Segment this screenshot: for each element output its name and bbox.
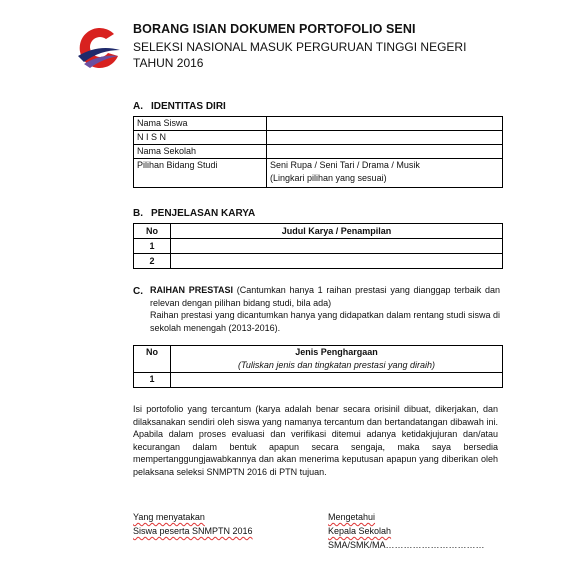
column-header-no: No — [134, 346, 171, 373]
bidang-studi-options: Seni Rupa / Seni Tari / Drama / Musik — [270, 160, 420, 170]
snmptn-logo — [74, 26, 122, 74]
section-c-note: Raihan prestasi yang dicantumkan hanya yang didapatkan dalam rentang studi siswa di sekolah menengah (2013-2016). — [150, 310, 500, 333]
karya-table — [133, 223, 503, 269]
table-row — [134, 373, 503, 388]
signature-principal-role: Kepala Sekolah — [328, 526, 392, 536]
row-number: 2 — [134, 254, 171, 269]
declaration-statement: Isi portofolio yang tercantum (karya adalah benar secara orisinil dibuat, dikerjakan, dan dilaksanakan sendiri oleh siswa yang namanya tercantum dan bertandatangan dibawah ini. Apabila dalam proses evaluasi dan verifikasi ditemui adanya ketidakjujuran dan/atau kecurangan dalam bentuk apapun secara sengaja, maka saya bersedia mempertanggungjawabkannya dan akan menerima keputusan apapun yang diberikan oleh pelaksana seleksi SNMPTN 2016 di PTN tujuan. — [133, 404, 498, 477]
nisn-field[interactable] — [267, 131, 503, 145]
table-row — [134, 159, 503, 188]
section-a-heading — [133, 101, 226, 112]
row-number: 1 — [134, 239, 171, 254]
table-row — [134, 254, 503, 269]
column-header-title: Jenis Penghargaan — [295, 347, 378, 357]
section-a-letter: A. — [133, 101, 143, 112]
section-c-title: RAIHAN PRESTASI — [150, 285, 234, 295]
section-c-text — [150, 284, 500, 334]
identity-label: Nama Sekolah — [134, 145, 267, 159]
judul-karya-field[interactable] — [171, 254, 503, 269]
bidang-studi-field[interactable] — [267, 159, 503, 188]
signature-student-caption: Yang menyatakan — [133, 512, 205, 522]
form-subtitle: SELEKSI NASIONAL MASUK PERGURUAN TINGGI NEGERI — [133, 40, 467, 54]
form-title: BORANG ISIAN DOKUMEN PORTOFOLIO SENI — [133, 22, 416, 36]
prestasi-table — [133, 345, 503, 388]
column-header-hint: (Tuliskan jenis dan tingkatan prestasi yang diraih) — [238, 360, 435, 370]
identity-label: Pilihan Bidang Studi — [134, 159, 267, 188]
column-header-judul: Judul Karya / Penampilan — [171, 224, 503, 239]
column-header-penghargaan — [171, 346, 503, 373]
judul-karya-field[interactable] — [171, 239, 503, 254]
column-header-no: No — [134, 224, 171, 239]
nama-sekolah-field[interactable] — [267, 145, 503, 159]
identity-label: N I S N — [134, 131, 267, 145]
signature-student-role: Siswa peserta SNMPTN 2016 — [133, 526, 253, 536]
signature-principal — [328, 510, 485, 552]
section-c-instruction: (Cantumkan hanya 1 raihan prestasi yang dianggap terbaik dan relevan dengan pilihan bidang studi, bila ada) — [150, 285, 500, 308]
section-c-letter: C. — [133, 286, 143, 297]
row-number: 1 — [134, 373, 171, 388]
bidang-studi-note: (Lingkari pilihan yang sesuai) — [270, 173, 387, 183]
table-header-row — [134, 346, 503, 373]
section-a-title: IDENTITAS DIRI — [151, 101, 226, 112]
identity-table — [133, 116, 503, 188]
signature-principal-caption: Mengetahui — [328, 512, 376, 522]
table-row — [134, 117, 503, 131]
nama-siswa-field[interactable] — [267, 117, 503, 131]
table-header-row — [134, 224, 503, 239]
form-year: TAHUN 2016 — [133, 56, 204, 70]
table-row — [134, 131, 503, 145]
identity-label: Nama Siswa — [134, 117, 267, 131]
section-b-letter: B. — [133, 208, 143, 219]
table-row — [134, 145, 503, 159]
jenis-penghargaan-field[interactable] — [171, 373, 503, 388]
section-b-heading — [133, 208, 255, 219]
section-b-title: PENJELASAN KARYA — [151, 208, 256, 219]
school-name-field[interactable]: SMA/SMK/MA…………………………… — [328, 540, 485, 550]
signature-student — [133, 510, 253, 538]
table-row — [134, 239, 503, 254]
